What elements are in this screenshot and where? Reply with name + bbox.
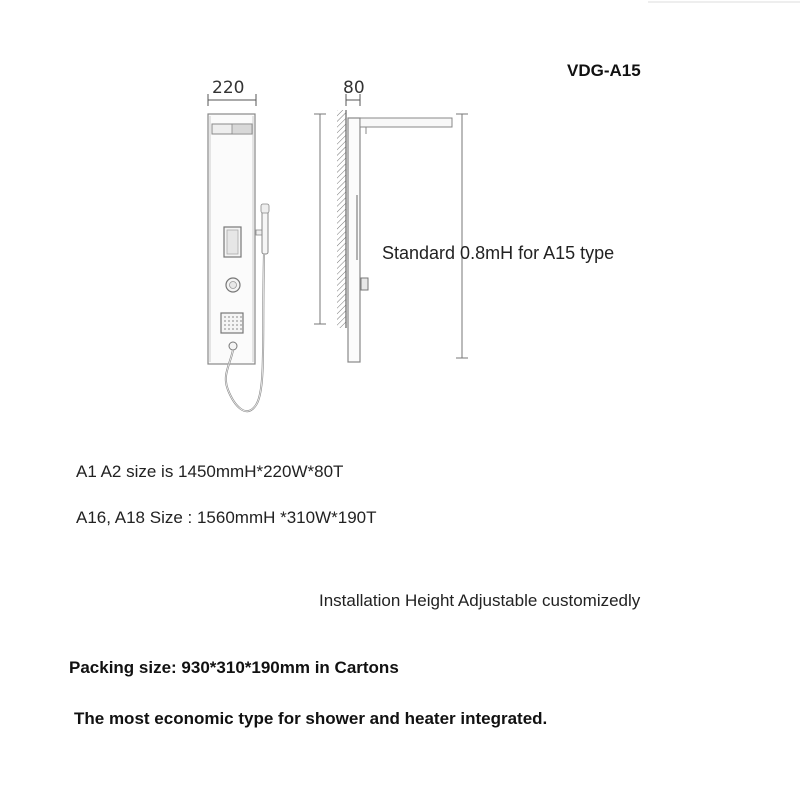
installation-note: Installation Height Adjustable customizedly (319, 591, 641, 610)
size-spec-a16-a18: A16, A18 Size : 1560mmH *310W*190T (76, 508, 377, 527)
front-width-label: 220 (212, 78, 245, 98)
panel-side-profile (348, 118, 360, 362)
height-note: Standard 0.8mH for A15 type (382, 243, 615, 263)
side-view (314, 78, 468, 362)
shower-arm (360, 118, 452, 127)
packing-size: Packing size: 930*310*190mm in Cartons (69, 658, 399, 677)
model-number: VDG-A15 (567, 61, 641, 80)
size-spec-a1-a2: A1 A2 size is 1450mmH*220W*80T (76, 462, 344, 481)
side-knob (361, 278, 368, 290)
hose-outlet (229, 342, 237, 350)
front-view (208, 78, 269, 411)
economic-tagline: The most economic type for shower and heater integrated. (74, 709, 548, 728)
wall (337, 110, 346, 328)
side-depth-label: 80 (343, 78, 365, 98)
body-jet (221, 313, 243, 333)
